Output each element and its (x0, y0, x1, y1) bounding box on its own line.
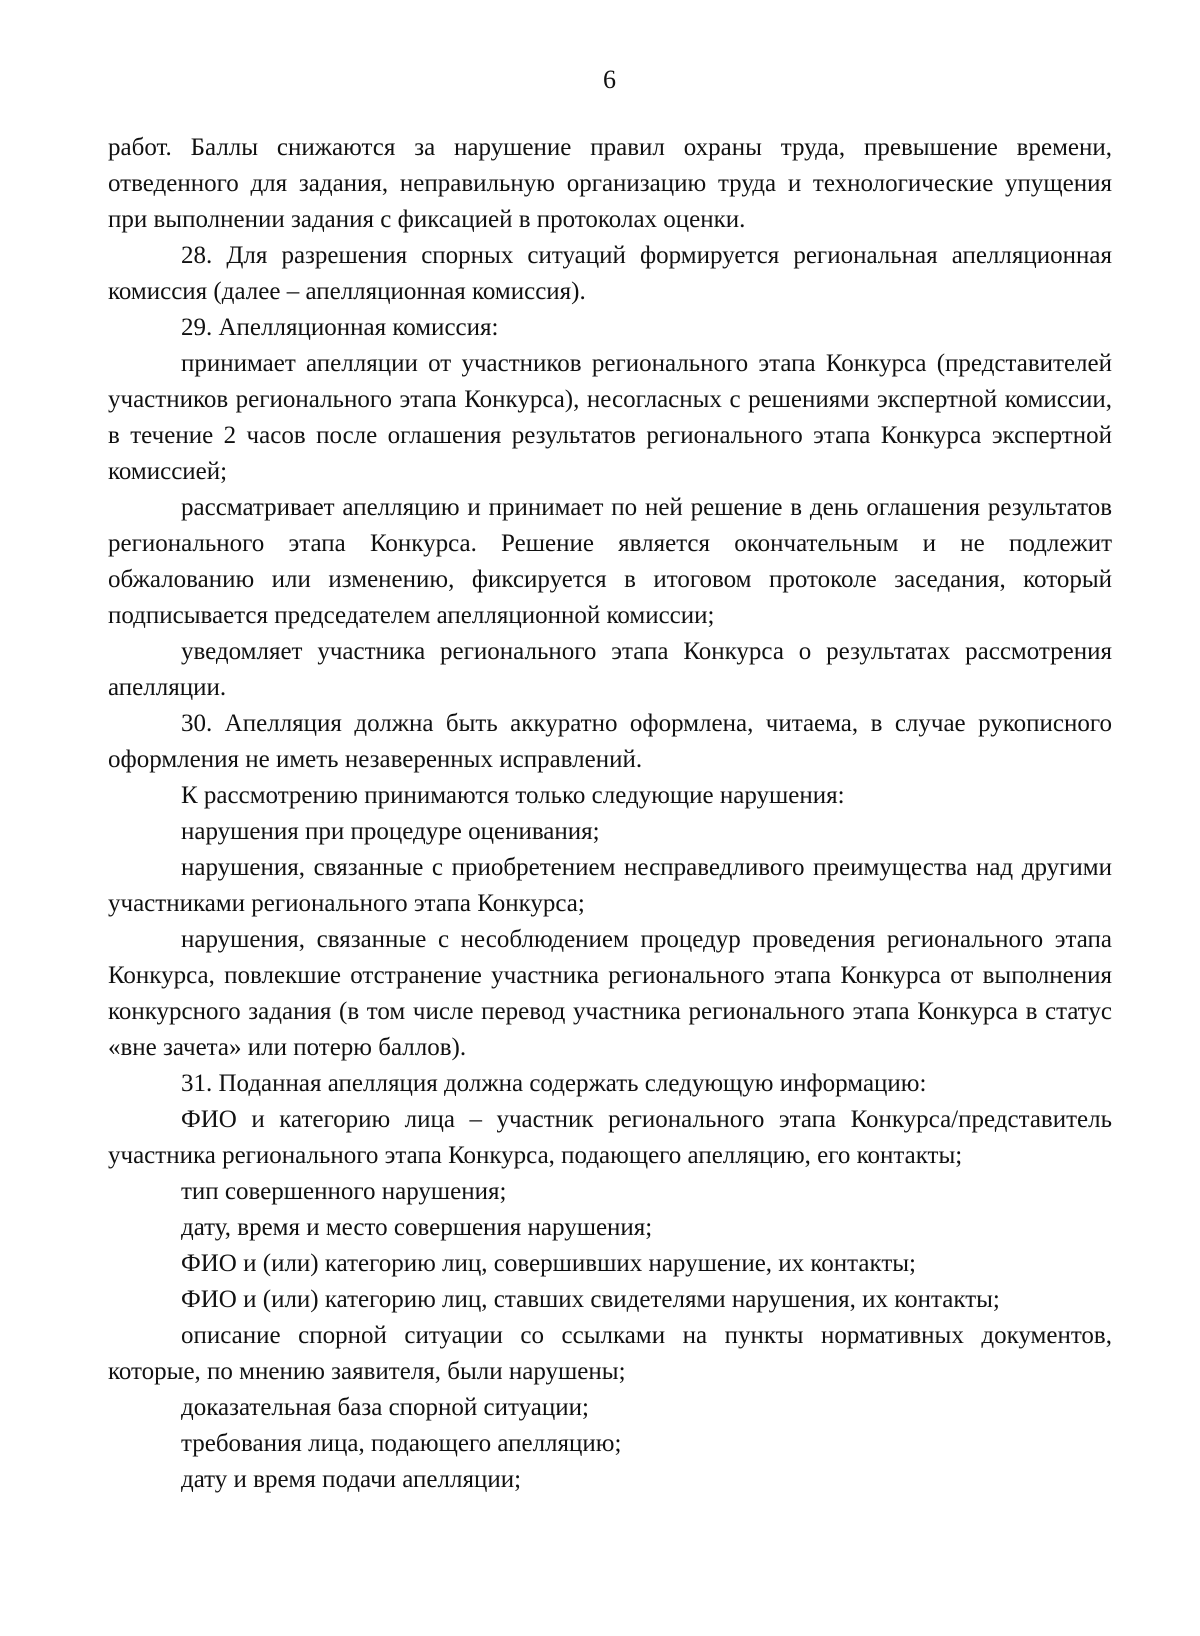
paragraph-info-applicant: ФИО и категорию лица – участник регионального этапа Конкурса/представитель участника регионального этапа Конкурса, подающего апелляцию, его контакты; (108, 1106, 1112, 1169)
page-number: 6 (603, 65, 616, 94)
paragraph-info-witnesses: ФИО и (или) категорию лиц, ставших свидетелями нарушения, их контакты; (181, 1286, 1000, 1313)
paragraph-appeals-accept: принимает апелляции от участников регионального этапа Конкурса (представителей участников регионального этапа Конкурса), несогласных с решениями экспертной комиссии, в течение 2 часов после оглашения результатов регионального этапа Конкурса экспертной комиссией; (108, 350, 1112, 485)
paragraph-info-type: тип совершенного нарушения; (181, 1178, 507, 1205)
paragraph-violation-procedure: нарушения, связанные с несоблюдением процедур проведения регионального этапа Конкурса, повлекшие отстранение участника регионального этапа Конкурса от выполнения конкурсного задания (в том числе перевод участника регионального этапа Конкурса в статус «вне зачета» или потерю баллов). (108, 926, 1112, 1061)
paragraph-info-datetime-place: дату, время и место совершения нарушения; (181, 1214, 653, 1241)
paragraph-violation-advantage: нарушения, связанные с приобретением несправедливого преимущества над другими участниками регионального этапа Конкурса; (108, 854, 1112, 917)
paragraph-item-31: 31. Поданная апелляция должна содержать следующую информацию: (181, 1070, 927, 1097)
paragraph-info-description: описание спорной ситуации со ссылками на пункты нормативных документов, которые, по мнению заявителя, были нарушены; (108, 1322, 1112, 1385)
paragraph-info-offenders: ФИО и (или) категорию лиц, совершивших нарушение, их контакты; (181, 1250, 916, 1277)
paragraph-continuation: работ. Баллы снижаются за нарушение правил охраны труда, превышение времени, отведенного для задания, неправильную организацию труда и технологические упущения при выполнении задания с фиксацией в протоколах оценки. (108, 134, 1112, 233)
paragraph-violation-evaluation: нарушения при процедуре оценивания; (181, 818, 600, 845)
paragraph-appeals-notify: уведомляет участника регионального этапа Конкурса о результатах рассмотрения апелляции. (108, 638, 1112, 701)
paragraph-item-29: 29. Апелляционная комиссия: (181, 314, 499, 341)
document-body (108, 130, 1112, 1498)
paragraph-info-evidence: доказательная база спорной ситуации; (181, 1394, 589, 1421)
paragraph-info-submission-date: дату и время подачи апелляции; (181, 1466, 522, 1493)
paragraph-item-30: 30. Апелляция должна быть аккуратно оформлена, читаема, в случае рукописного оформления не иметь незаверенных исправлений. (108, 710, 1112, 773)
paragraph-item-28: 28. Для разрешения спорных ситуаций формируется региональная апелляционная комиссия (далее – апелляционная комиссия). (108, 242, 1112, 305)
paragraph-appeals-review: рассматривает апелляцию и принимает по ней решение в день оглашения результатов регионального этапа Конкурса. Решение является окончательным и не подлежит обжалованию или изменению, фиксируется в итоговом протоколе заседания, который подписывается председателем апелляционной комиссии; (108, 494, 1112, 629)
paragraph-violations-intro: К рассмотрению принимаются только следующие нарушения: (181, 782, 845, 809)
paragraph-info-requirements: требования лица, подающего апелляцию; (181, 1430, 622, 1457)
